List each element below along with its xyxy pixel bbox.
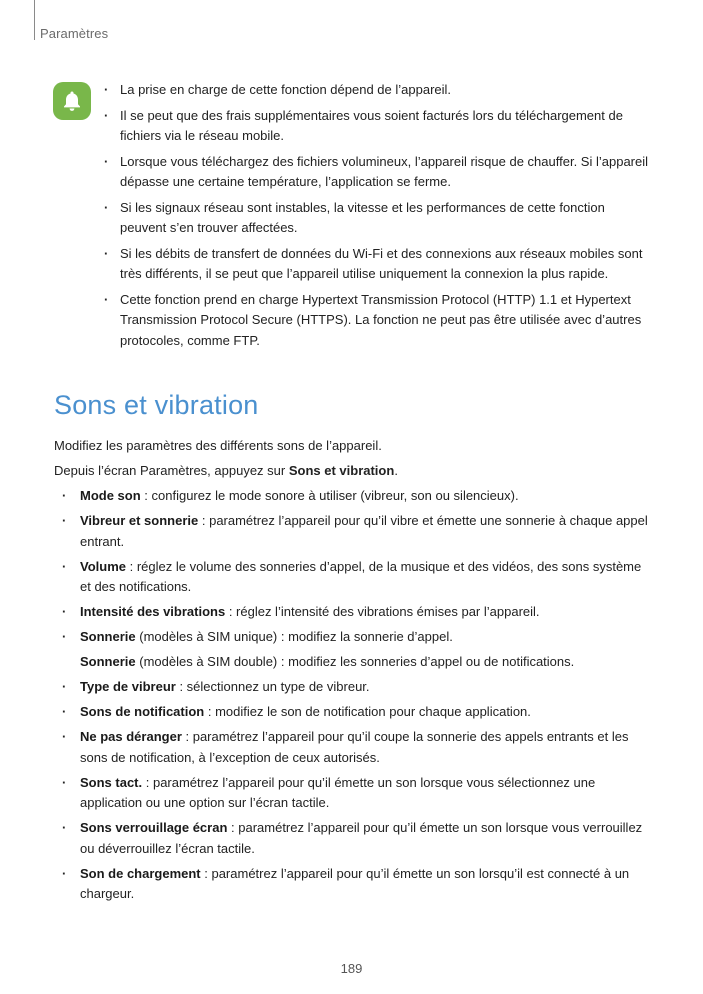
note-item: · Il se peut que des frais supplémentaires vous soient facturés lors du téléchargement de fichiers via le réseau mobile.: [102, 106, 652, 147]
setting-item: [62, 727, 652, 768]
setting-term: Sons verrouillage écran: [80, 820, 228, 835]
setting-term: Son de chargement: [80, 865, 201, 881]
setting-term: Mode son: [80, 488, 141, 503]
bell-icon: [53, 82, 91, 120]
setting-desc: (modèles à SIM double) : modifiez les sonneries d’appel ou de notifications.: [135, 654, 575, 669]
setting-desc: : réglez l’intensité des vibrations émises par l’appareil.: [225, 604, 540, 619]
path-bold: Sons et vibration: [288, 463, 395, 478]
setting-desc: : configurez le mode sonore à utiliser (vibreur, son ou silencieux).: [140, 488, 519, 503]
setting-term: Volume: [80, 558, 126, 574]
setting-desc: : paramétrez l’appareil pour qu’il émette un son lorsque vous sélectionnez une application ou une option sur l’écran tactile.: [80, 774, 596, 810]
setting-item: [62, 486, 652, 507]
setting-term: Type de vibreur: [80, 679, 176, 694]
note-list: [102, 80, 652, 356]
setting-item: [62, 511, 652, 552]
setting-item: [62, 627, 652, 648]
note-item: · Si les signaux réseau sont instables, la vitesse et les performances de cette fonction peuvent s’en trouver affectées.: [102, 198, 652, 239]
page-number: 189: [340, 961, 363, 976]
setting-item: [62, 818, 652, 859]
setting-term: Vibreur et sonnerie: [80, 513, 199, 528]
setting-desc: : modifiez le son de notification pour chaque application.: [204, 704, 531, 719]
header-rule: [34, 0, 35, 40]
path-prefix: Depuis l’écran Paramètres, appuyez sur: [54, 463, 289, 478]
bell-icon-glyph: [60, 89, 84, 113]
setting-item: [62, 652, 652, 673]
note-item: · La prise en charge de cette fonction dépend de l’appareil.: [102, 80, 652, 101]
setting-item: [62, 557, 652, 598]
section-title: Sons et vibration: [54, 390, 259, 420]
setting-desc: : paramétrez l’appareil pour qu’il coupe la sonnerie des appels entrants et les sons de notification, à l’exception de ceux autorisés.: [80, 729, 629, 765]
setting-term: Sonnerie: [80, 654, 136, 669]
setting-term: Intensité des vibrations: [80, 604, 226, 619]
setting-item: [62, 602, 652, 623]
setting-desc: (modèles à SIM unique) : modifiez la sonnerie d’appel.: [135, 629, 453, 644]
setting-item: [62, 864, 652, 905]
setting-desc: : paramétrez l’appareil pour qu’il émette un son lorsqu’il est connecté à un chargeur.: [80, 865, 630, 901]
setting-desc: : sélectionnez un type de vibreur.: [175, 679, 370, 694]
setting-item: [62, 702, 652, 723]
setting-desc: : paramétrez l’appareil pour qu’il émette un son lorsque vous verrouillez ou déverrouillez l’écran tactile.: [80, 820, 643, 856]
section-path: [54, 461, 654, 481]
page-header-title: Paramètres: [40, 26, 109, 41]
setting-desc: : réglez le volume des sonneries d’appel, de la musique et des vidéos, des sons système et des notifications.: [80, 558, 642, 594]
setting-item: [62, 677, 652, 698]
note-item: · Cette fonction prend en charge Hypertext Transmission Protocol (HTTP) 1.1 et Hypertext Transmission Protocol Secure (HTTPS). La fonction ne peut pas être utilisée avec d’autres protocoles, comme FTP.: [102, 290, 652, 352]
setting-term: Sonnerie: [80, 629, 136, 644]
section-intro: Modifiez les paramètres des différents sons de l’appareil.: [54, 438, 382, 453]
setting-term: Sons tact.: [80, 774, 143, 790]
setting-item: [62, 773, 652, 814]
note-item: · Si les débits de transfert de données du Wi-Fi et des connexions aux réseaux mobiles sont très différents, il se peut que l’appareil utilise uniquement la connexion la plus rapide.: [102, 244, 652, 285]
setting-term: Ne pas déranger: [80, 729, 182, 744]
setting-desc: : paramétrez l’appareil pour qu’il vibre et émette une sonnerie à chaque appel entrant.: [80, 513, 648, 549]
settings-list: [62, 486, 652, 909]
path-suffix: .: [394, 463, 398, 478]
setting-term: Sons de notification: [80, 704, 205, 719]
note-item: · Lorsque vous téléchargez des fichiers volumineux, l’appareil risque de chauffer. Si l’appareil dépasse une certaine température, l’application se ferme.: [102, 152, 652, 193]
